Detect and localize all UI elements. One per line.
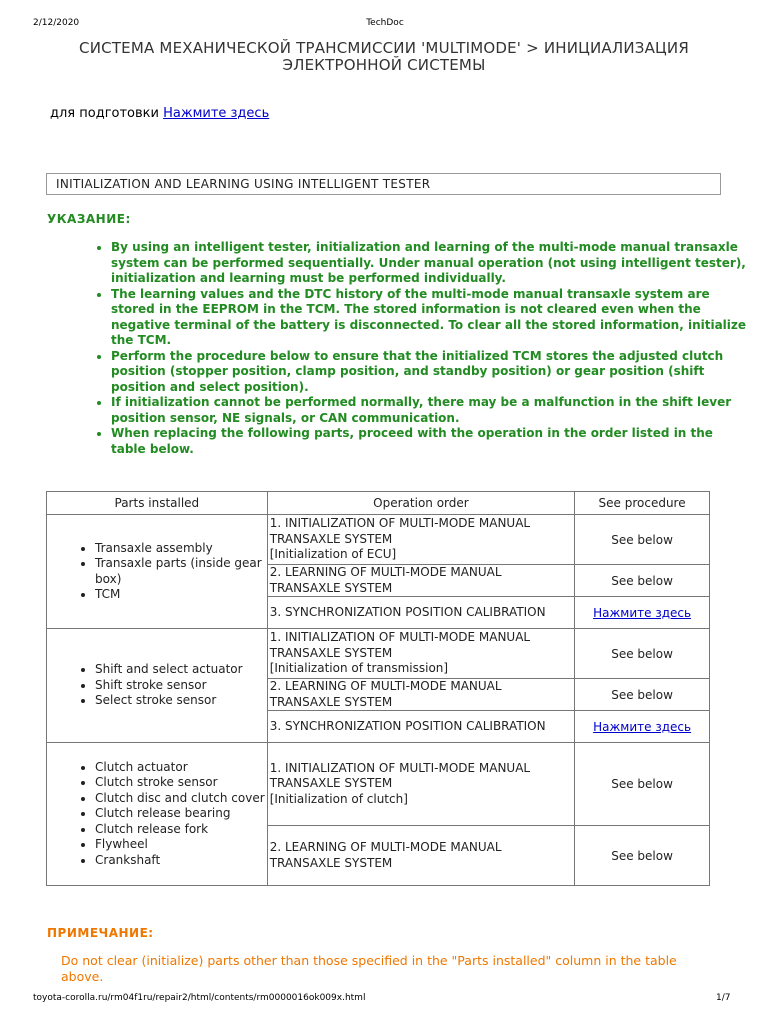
prep-label: для подготовки	[50, 106, 159, 121]
prep-link[interactable]: Нажмите здесь	[163, 106, 270, 121]
section-title: INITIALIZATION AND LEARNING USING INTELLIGENT TESTER	[46, 173, 721, 195]
hint-item: • Perform the procedure below to ensure that the initialized TCM stores the adjusted clutch position (stopper position, clamp position, and standby position) or gear position (shift position and select position).	[111, 349, 751, 396]
see-below-text: See below	[611, 573, 673, 588]
header-parts: Parts installed	[47, 492, 268, 515]
see-below-text: See below	[611, 848, 673, 863]
header-procedure: See procedure	[575, 492, 710, 515]
procedure-cell	[575, 711, 710, 743]
operation-step: 2. LEARNING OF MULTI-MODE MANUAL TRANSAXLE SYSTEM	[269, 565, 502, 595]
procedure-cell	[575, 826, 710, 886]
operation-detail: [Initialization of clutch]	[269, 791, 408, 806]
part-item: • Clutch release bearing	[95, 806, 265, 822]
procedure-link[interactable]: Нажмите здесь	[593, 605, 692, 620]
see-below-text: See below	[611, 687, 673, 702]
prep-line	[50, 106, 269, 121]
print-date: 2/12/2020	[33, 18, 80, 28]
operation-step: 3. SYNCHRONIZATION POSITION CALIBRATION	[269, 718, 546, 733]
part-item: • Clutch release fork	[95, 822, 265, 838]
table-row	[47, 743, 710, 826]
parts-list	[49, 541, 265, 603]
procedure-cell	[575, 743, 710, 826]
part-item: • Transaxle assembly	[95, 541, 265, 557]
operation-cell	[267, 826, 574, 886]
see-below-text: See below	[611, 646, 673, 661]
parts-list	[49, 760, 265, 869]
note-text: Do not clear (initialize) parts other than those specified in the "Parts installed" column in the table above.	[61, 953, 677, 984]
operation-detail: [Initialization of ECU]	[269, 547, 397, 562]
operation-cell	[267, 515, 574, 565]
hint-item: • If initialization cannot be performed normally, there may be a malfunction in the shift lever position sensor, NE signals, or CAN communication.	[111, 395, 751, 426]
table-header-row	[47, 492, 710, 515]
parts-cell	[47, 743, 268, 886]
operation-step: 1. INITIALIZATION OF MULTI-MODE MANUAL TRANSAXLE SYSTEM	[269, 516, 531, 546]
operation-cell	[267, 743, 574, 826]
procedure-cell	[575, 629, 710, 679]
operation-step: 2. LEARNING OF MULTI-MODE MANUAL TRANSAXLE SYSTEM	[269, 840, 502, 870]
part-item: • Shift stroke sensor	[95, 678, 265, 694]
see-below-text: See below	[611, 532, 673, 547]
footer-url: toyota-corolla.ru/rm04f1ru/repair2/html/contents/rm0000016ok009x.html	[33, 993, 366, 1003]
operation-cell	[267, 629, 574, 679]
part-item: • Clutch stroke sensor	[95, 775, 265, 791]
page-number: 1/7	[716, 993, 731, 1003]
table-row	[47, 629, 710, 679]
site-name: TechDoc	[366, 18, 404, 28]
part-item: • Flywheel	[95, 837, 265, 853]
operation-cell	[267, 679, 574, 711]
page-title: СИСТЕМА МЕХАНИЧЕСКОЙ ТРАНСМИССИИ 'MULTIMODE' > ИНИЦИАЛИЗАЦИЯ ЭЛЕКТРОННОЙ СИСТЕМЫ	[79, 39, 689, 74]
hint-label: УКАЗАНИЕ:	[47, 212, 131, 226]
procedure-cell	[575, 679, 710, 711]
header-operation: Operation order	[267, 492, 574, 515]
part-item: • Crankshaft	[95, 853, 265, 869]
operation-cell	[267, 711, 574, 743]
parts-cell	[47, 629, 268, 743]
part-item: • TCM	[95, 587, 265, 603]
table-row	[47, 515, 710, 565]
part-item: • Transaxle parts (inside gear box)	[95, 556, 265, 587]
operation-step: 3. SYNCHRONIZATION POSITION CALIBRATION	[269, 604, 546, 619]
operation-step: 1. INITIALIZATION OF MULTI-MODE MANUAL TRANSAXLE SYSTEM	[269, 630, 531, 660]
procedure-cell	[575, 515, 710, 565]
procedure-cell	[575, 597, 710, 629]
operation-cell	[267, 565, 574, 597]
operation-cell	[267, 597, 574, 629]
hint-item: • When replacing the following parts, proceed with the operation in the order listed in the table below.	[111, 426, 751, 457]
procedure-cell	[575, 565, 710, 597]
hint-item: • The learning values and the DTC history of the multi-mode manual transaxle system are stored in the EEPROM in the TCM. The stored information is not cleared even when the negative terminal of the battery is disconnected. To clear all the stored information, initialize the TCM.	[111, 287, 751, 349]
parts-table	[46, 491, 710, 886]
see-below-text: See below	[611, 777, 673, 791]
hint-list	[90, 240, 751, 457]
operation-step: 1. INITIALIZATION OF MULTI-MODE MANUAL TRANSAXLE SYSTEM	[269, 760, 531, 791]
part-item: • Select stroke sensor	[95, 693, 265, 709]
procedure-link[interactable]: Нажмите здесь	[593, 719, 692, 734]
operation-step: 2. LEARNING OF MULTI-MODE MANUAL TRANSAXLE SYSTEM	[269, 679, 502, 709]
parts-cell	[47, 515, 268, 629]
parts-list	[49, 662, 265, 709]
part-item: • Clutch actuator	[95, 760, 265, 776]
operation-detail: [Initialization of transmission]	[269, 661, 449, 676]
part-item: • Shift and select actuator	[95, 662, 265, 678]
part-item: • Clutch disc and clutch cover	[95, 791, 265, 807]
hint-item: • By using an intelligent tester, initialization and learning of the multi-mode manual transaxle system can be performed sequentially. Under manual operation (not using intelligent tester), initialization and learning must be performed individually.	[111, 240, 751, 287]
note-label: ПРИМЕЧАНИЕ:	[47, 926, 154, 940]
